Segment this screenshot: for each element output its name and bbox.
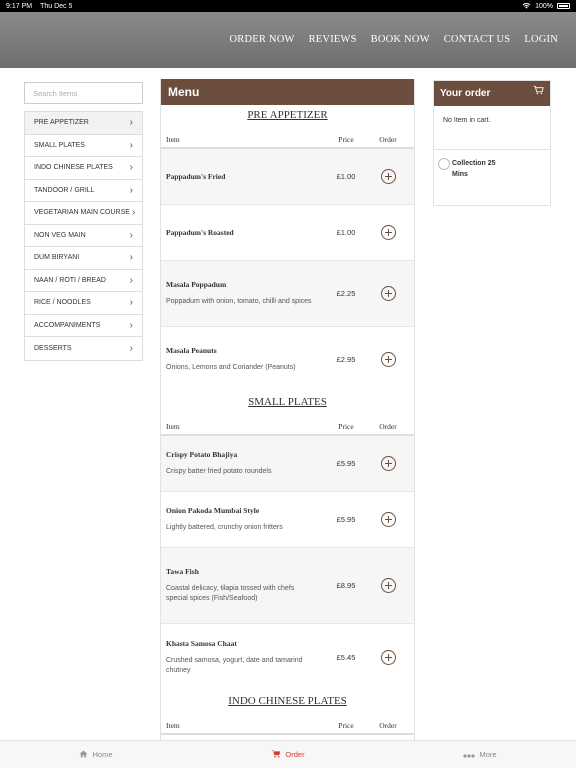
category-desserts[interactable] bbox=[25, 337, 142, 360]
menu-item-row bbox=[161, 327, 414, 391]
menu-item-row bbox=[161, 149, 414, 205]
cart-title: Your order bbox=[440, 88, 491, 99]
nav-book-now[interactable]: BOOK NOW bbox=[370, 34, 430, 45]
item-description: Poppadum with onion, tomato, chilli and spices bbox=[166, 298, 312, 305]
add-item-button[interactable] bbox=[381, 578, 396, 593]
col-order: Order bbox=[379, 134, 397, 144]
col-order: Order bbox=[379, 421, 397, 431]
status-bar bbox=[0, 0, 576, 12]
chevron-right-icon: › bbox=[131, 207, 136, 219]
more-dots-icon bbox=[463, 750, 475, 760]
tab-home[interactable] bbox=[0, 741, 192, 768]
cart-icon bbox=[271, 749, 281, 760]
search-input[interactable] bbox=[24, 82, 143, 104]
chevron-right-icon: › bbox=[129, 319, 133, 331]
home-icon bbox=[79, 750, 88, 760]
chevron-right-icon: › bbox=[129, 229, 133, 241]
section-title: PRE APPETIZER bbox=[247, 109, 328, 121]
add-item-button[interactable] bbox=[381, 352, 396, 367]
category-label: DESSERTS bbox=[34, 344, 72, 352]
add-item-button[interactable] bbox=[381, 225, 396, 240]
chevron-right-icon: › bbox=[129, 184, 133, 196]
item-name: Pappadum's Roasted bbox=[166, 228, 234, 237]
collection-radio[interactable] bbox=[438, 158, 450, 170]
col-item: Item bbox=[166, 720, 180, 730]
category-label: TANDOOR / GRILL bbox=[34, 186, 95, 194]
nav-contact-us[interactable]: CONTACT US bbox=[443, 34, 511, 45]
chevron-right-icon: › bbox=[129, 342, 133, 354]
item-description: Coastal delicacy, tilapia tossed with chefs special spices (Fish/Seafood) bbox=[166, 585, 295, 602]
category-label: DUM BIRYANI bbox=[34, 254, 80, 262]
section-title: INDO CHINESE PLATES bbox=[228, 695, 347, 707]
category-indo-chinese-plates[interactable] bbox=[25, 157, 142, 180]
chevron-right-icon: › bbox=[129, 162, 133, 174]
menu-item-row bbox=[161, 492, 414, 548]
item-description: Crushed samosa, yogurt, date and tamarind chutney bbox=[166, 656, 303, 674]
menu-title: Menu bbox=[161, 79, 414, 105]
item-description: Crispy batter fried potato roundels bbox=[166, 468, 272, 475]
add-item-button[interactable] bbox=[381, 286, 396, 301]
item-name: Masala Poppadum bbox=[166, 280, 227, 289]
nav-order-now[interactable]: ORDER NOW bbox=[229, 34, 295, 45]
cart-empty-text: No Item in cart. bbox=[434, 106, 550, 150]
category-dum-biryani[interactable] bbox=[25, 247, 142, 270]
item-price: £5.95 bbox=[336, 515, 356, 524]
category-vegetarian-main-course[interactable] bbox=[25, 202, 142, 225]
battery-percent: 100% bbox=[535, 2, 553, 10]
collection-option[interactable] bbox=[434, 150, 550, 188]
item-price: £8.95 bbox=[336, 581, 356, 590]
category-small-plates[interactable] bbox=[25, 135, 142, 158]
category-pre-appetizer[interactable] bbox=[25, 112, 142, 135]
cart-header bbox=[434, 81, 550, 106]
column-header bbox=[161, 131, 414, 149]
category-label: INDO CHINESE PLATES bbox=[34, 164, 113, 172]
category-label: NAAN / ROTI / BREAD bbox=[34, 276, 106, 284]
category-accompaniments[interactable] bbox=[25, 315, 142, 338]
status-date: Thu Dec 5 bbox=[40, 2, 73, 10]
column-header bbox=[161, 418, 414, 436]
menu-panel bbox=[160, 79, 415, 740]
column-header bbox=[161, 717, 414, 735]
bottom-tab-bar bbox=[0, 740, 576, 768]
add-item-button[interactable] bbox=[381, 456, 396, 471]
category-label: VEGETARIAN MAIN COURSE bbox=[34, 209, 130, 217]
category-label: SMALL PLATES bbox=[34, 141, 85, 149]
cart-icon[interactable] bbox=[533, 85, 544, 97]
col-price: Price bbox=[338, 421, 354, 431]
col-item: Item bbox=[166, 421, 180, 431]
chevron-right-icon: › bbox=[129, 252, 133, 264]
add-item-button[interactable] bbox=[381, 169, 396, 184]
nav-login[interactable]: LOGIN bbox=[524, 34, 558, 45]
add-item-button[interactable] bbox=[381, 512, 396, 527]
chevron-right-icon: › bbox=[129, 117, 133, 129]
cart-panel bbox=[433, 80, 551, 206]
site-header bbox=[0, 12, 576, 68]
tab-more-label: More bbox=[479, 750, 497, 759]
col-order: Order bbox=[379, 720, 397, 730]
menu-item-row bbox=[161, 548, 414, 624]
chevron-right-icon: › bbox=[129, 274, 133, 286]
item-name: Tawa Fish bbox=[166, 567, 199, 576]
category-label: PRE APPETIZER bbox=[34, 119, 89, 127]
category-sidebar bbox=[24, 82, 143, 361]
chevron-right-icon: › bbox=[129, 297, 133, 309]
battery-icon bbox=[557, 3, 570, 9]
category-non-veg-main[interactable] bbox=[25, 225, 142, 248]
col-item: Item bbox=[166, 134, 180, 144]
item-name: Crispy Potato Bhajiya bbox=[166, 450, 238, 459]
category-label: NON VEG MAIN bbox=[34, 231, 86, 239]
item-description: Lightly battered, crunchy onion fritters bbox=[166, 524, 283, 531]
item-name: Onion Pakoda Mumbai Style bbox=[166, 506, 260, 515]
category-naan-roti-bread[interactable] bbox=[25, 270, 142, 293]
category-rice-noodles[interactable] bbox=[25, 292, 142, 315]
item-price: £5.45 bbox=[336, 652, 356, 662]
tab-more[interactable] bbox=[384, 741, 576, 768]
category-tandoor-grill[interactable] bbox=[25, 180, 142, 203]
item-price: £1.00 bbox=[336, 228, 356, 237]
item-name: Khasta Samosa Chaat bbox=[166, 638, 237, 648]
category-label: ACCOMPANIMENTS bbox=[34, 321, 101, 329]
tab-order-label: Order bbox=[285, 750, 305, 759]
item-price: £2.25 bbox=[336, 289, 356, 298]
item-name: Masala Peanuts bbox=[166, 345, 217, 355]
chevron-right-icon: › bbox=[129, 139, 133, 151]
col-price: Price bbox=[338, 720, 354, 730]
section-title: SMALL PLATES bbox=[248, 396, 327, 408]
status-time: 9:17 PM bbox=[6, 2, 33, 10]
wifi-icon bbox=[522, 2, 531, 11]
add-item-button[interactable] bbox=[381, 650, 396, 665]
category-label: RICE / NOODLES bbox=[34, 299, 91, 307]
category-list bbox=[24, 111, 143, 361]
menu-item-row bbox=[161, 624, 414, 690]
item-price: £1.00 bbox=[336, 172, 356, 181]
menu-item-row bbox=[161, 436, 414, 492]
col-price: Price bbox=[338, 134, 354, 144]
item-price: £5.95 bbox=[336, 459, 356, 468]
item-name: Pappadum's Fried bbox=[166, 172, 226, 181]
top-nav bbox=[230, 34, 559, 45]
item-price: £2.95 bbox=[336, 354, 356, 364]
tab-order[interactable] bbox=[192, 741, 384, 768]
collection-label: Collection 25 Mins bbox=[452, 160, 496, 178]
item-description: Onions, Lemons and Coriander (Peanuts) bbox=[166, 363, 296, 371]
nav-reviews[interactable]: REVIEWS bbox=[308, 34, 357, 45]
tab-home-label: Home bbox=[92, 750, 113, 759]
menu-item-row bbox=[161, 205, 414, 261]
menu-item-row bbox=[161, 261, 414, 327]
